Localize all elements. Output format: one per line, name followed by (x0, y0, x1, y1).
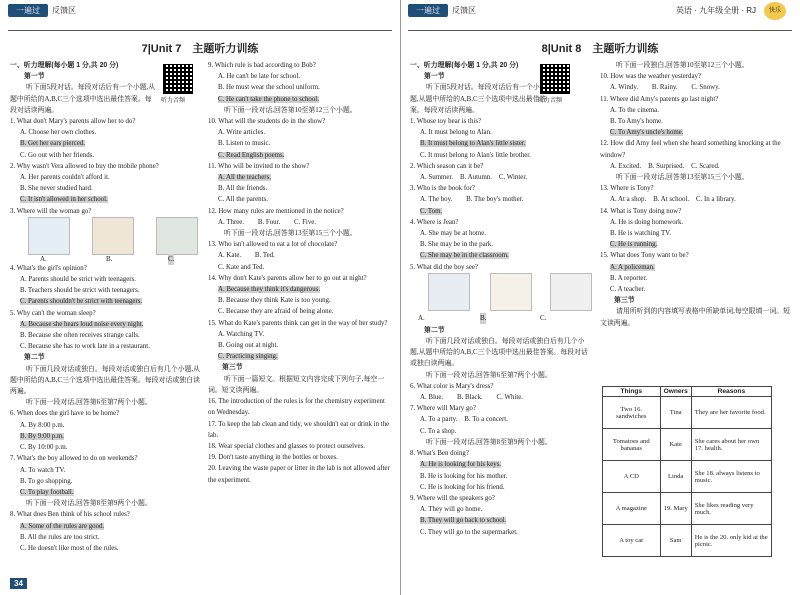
part-heading: 一、听力理解(每小题 1 分,共 20 分) (10, 62, 119, 69)
option: B. He must wear the school uniform. (218, 84, 320, 92)
instruction: 听下面一篇短文。根据短文内容完成下列句子,每空一词。短文读两遍。 (208, 375, 385, 394)
option: B. He is looking for his mother. (420, 472, 508, 480)
section-heading: 第二节 (424, 326, 445, 334)
question: 7. Where will Mary go? (410, 405, 476, 413)
question: 12. How did Amy feel when she heard something knocking at the window? (600, 140, 781, 159)
option: B. All the rules are too strict. (20, 533, 100, 541)
right-column-1 (410, 60, 592, 538)
section-heading: 第一节 (424, 73, 445, 81)
divider (408, 30, 792, 31)
instruction: 听下面几段对话或独白。每段对话或独白后有几个小题,从题中所给的A,B,C三个选项中选出最佳答案。每段对话或独白读两遍。 (410, 338, 588, 368)
answer-option: C. Read English poems. (218, 151, 285, 159)
option: C. He is looking for his friend. (420, 483, 505, 491)
answer-option: C. He can't take the phone to school. (218, 95, 319, 103)
fill-question: 18. Wear special clothes and glasses to protect ourselves. (208, 442, 365, 450)
instruction: 听下面几段对话或独白。每段对话或独白后有几个小题,从题中所给的A,B,C三个选项中选出最佳答案。每段对话或独白读两遍。 (10, 365, 200, 396)
question: 5. What did the boy see? (410, 263, 478, 271)
question: 5. Why can't the woman sleep? (10, 309, 96, 317)
answer-option: B. By 9:00 p.m. (20, 432, 65, 440)
option: B. All the friends. (218, 185, 268, 193)
section-heading: 第一节 (24, 73, 45, 81)
question: 12. How many rules are mentioned in the notice? (208, 207, 344, 215)
question: 6. When does the girl have to be home? (10, 410, 120, 418)
option: C. They will go to the supermarket. (420, 528, 518, 536)
question: 3. Who is the book for? (410, 185, 475, 193)
option: A. Watching TV. (218, 330, 265, 338)
option: A. They will go home. (420, 506, 483, 514)
option: C. Because they are afraid of being alone. (218, 308, 334, 316)
question: 14. What is Tony doing now? (600, 207, 682, 215)
question: 15. What does Tony want to be? (600, 252, 689, 260)
option: A. At a shop. B. At school. C. In a library. (610, 196, 736, 204)
option: A. He can't be late for school. (218, 73, 300, 81)
option: B. Listen to music. (218, 140, 271, 148)
option: A. Parents should be strict with teenagers. (20, 276, 136, 284)
brand-logo: 一遍过 (408, 4, 448, 17)
option: A. Blue. B. Black. C. White. (420, 394, 524, 402)
option: B. He is watching TV. (610, 230, 671, 238)
qr-label: 听力音频 (538, 98, 563, 104)
option: C. By 10:00 p.m. (20, 444, 68, 452)
image-options: A. B. C. (10, 217, 202, 263)
panda-image (550, 273, 592, 311)
option: A. He is doing homework. (610, 218, 684, 226)
answer-option: A. All the teachers. (218, 174, 272, 182)
answer-option: C. She may be in the classroom. (420, 252, 509, 260)
instruction: 听下面一段对话,回答第6至第7两个小题。 (426, 371, 552, 379)
option: A. To the cinema. (610, 106, 659, 114)
option: C. To a shop. (420, 427, 457, 435)
option: A. She may be at home. (420, 230, 487, 238)
instruction: 听下面一段对话,回答第8至第9两个小题。 (426, 438, 552, 446)
option: A. Summer. B. Autumn. C. Winter. (420, 174, 527, 182)
answer-option: A. Some of the rules are good. (20, 522, 105, 530)
hospital-image (156, 217, 198, 255)
section-heading: 第三节 (222, 364, 243, 372)
question: 1. What don't Mary's parents allow her to do? (10, 118, 136, 126)
table-row: Two 16. sandwiches Tina They are her favorite food. (603, 397, 772, 429)
divider (8, 30, 392, 31)
option: A. Kate. B. Ted. (218, 252, 275, 260)
right-page (400, 0, 800, 595)
option: A. It must belong to Alan. (420, 129, 492, 137)
book-title: 英语 · 九年级全册 · RJ (676, 6, 756, 15)
answer-option: C. Parents shouldn't be strict with teenagers. (20, 298, 143, 306)
qr-code[interactable] (163, 64, 193, 94)
page-header (8, 4, 392, 18)
section-heading: 第三节 (614, 297, 635, 305)
section-tag: 反馈区 (452, 6, 476, 15)
instruction: 听下面5段对话。每段对话后有一个小题,从题中所给的A,B,C三个选项中选出最佳答案。每段对话读两遍。 (410, 84, 547, 114)
answer-option: C. To Amy's uncle's home. (610, 129, 684, 137)
right-column-2 (600, 60, 790, 329)
fill-question: 19. Don't taste anything in the bottles or boxes. (208, 454, 338, 462)
option: A. Windy. B. Rainy. C. Snowy. (610, 84, 720, 92)
option: B. She may be in the park. (420, 241, 494, 249)
section-heading: 第二节 (24, 354, 45, 362)
instruction: 听下面一段对话,回答第10至第12三个小题。 (224, 106, 357, 114)
option: A. Excited. B. Surprised. C. Scared. (610, 162, 720, 170)
option: B. Because she often receives strange calls. (20, 332, 140, 340)
option: B. Because they think Kate is too young. (218, 297, 331, 305)
option: C. All the parents. (218, 196, 268, 204)
question: 13. Where is Tony? (600, 185, 654, 193)
wolf-image (428, 273, 470, 311)
restaurant-image (92, 217, 134, 255)
question: 7. What's the boy allowed to do on weekends? (10, 455, 138, 463)
page-title: 8|Unit 8 主题听力训练 (541, 43, 659, 55)
option: A. Three. B. Four. C. Five. (218, 218, 317, 226)
option: A. To a party. B. To a concert. (420, 416, 508, 424)
question: 13. Who isn't allowed to eat a lot of chocolate? (208, 241, 338, 249)
image-options: A. B. C. (410, 273, 592, 325)
option: A. Her parents couldn't afford it. (20, 174, 110, 182)
qr-label: 听力音频 (161, 98, 186, 104)
question: 8. What's Ben doing? (410, 450, 469, 458)
question: 15. What do Kate's parents think can get in the way of her study? (208, 319, 388, 327)
answer-option: A. A policeman. (610, 263, 655, 271)
answer-option: C. He is running. (610, 241, 658, 249)
question: 2. Which season can it be? (410, 162, 484, 170)
fill-question: 20. Leaving the waste paper or litter in the lab is not allowed after the experiment. (208, 465, 390, 484)
instruction: 听下面一段对话,回答第8至第9两个小题。 (26, 500, 152, 508)
option: C. It must belong to Alan's little brother. (420, 151, 531, 159)
option: B. Teachers should be strict with teenagers. (20, 287, 140, 295)
option: C. A teacher. (610, 286, 646, 294)
left-column-2 (208, 60, 390, 486)
instruction: 请用所听到的内容填写表格中所缺单词,每空限填一词。短文读两遍。 (600, 308, 790, 327)
spine-divider (400, 0, 401, 595)
table-row: Tomatoes and bananas Kate She cares about her own 17. health. (603, 429, 772, 461)
answer-option: A. Because she hears loud noise every night. (20, 320, 144, 328)
question: 11. Who will be invited to the show? (208, 162, 310, 170)
table-header: Things (603, 387, 661, 397)
option: C. Go out with her friends. (20, 151, 95, 159)
answer-option: B. They will go back to school. (420, 517, 507, 525)
question: 4. What's the girl's opinion? (10, 264, 87, 272)
option: A. To watch TV. (20, 466, 66, 474)
question: 9. Where will the speakers go? (410, 494, 495, 502)
question: 14. Why don't Kate's parents allow her to go out at night? (208, 274, 367, 282)
answer-option: C. Practicing singing. (218, 353, 278, 361)
answer-option: C. Tom. (420, 207, 443, 215)
question: 8. What does Ben think of his school rules? (10, 511, 130, 519)
option: C. He doesn't like most of the rules. (20, 544, 119, 552)
answer-option: C. It isn't allowed in her school. (20, 196, 108, 204)
page-number: 34 (10, 578, 27, 589)
option: A. Write articles. (218, 129, 266, 137)
mascot-icon: 快乐 (764, 2, 786, 20)
answer-option: A. Because they think it's dangerous. (218, 286, 321, 294)
page-title: 7|Unit 7 主题听力训练 (141, 43, 259, 55)
option: B. To Amy's home. (610, 118, 663, 126)
question: 6. What color is Mary's dress? (410, 382, 494, 390)
option: A. The boy. B. The boy's mother. (420, 196, 524, 204)
instruction: 听下面5段对话。每段对话后有一个小题,从题中所给的A,B,C三个选项中选出最佳答案。每段对话读两遍。 (10, 84, 156, 114)
question: 3. Where will the woman go? (10, 207, 92, 215)
option: B. A reporter. (610, 274, 648, 282)
option: C. Because she has to work late in a restaurant. (20, 343, 150, 351)
question: 2. Why wasn't Vera allowed to buy the mobile phone? (10, 162, 159, 170)
instruction: 听下面一段对话,回答第6至第7两个小题。 (26, 399, 152, 407)
option: A. By 8:00 p.m. (20, 421, 65, 429)
part-heading: 一、听力理解(每小题 1 分,共 20 分) (410, 62, 519, 69)
answer-option: B. Get her ears pierced. (20, 140, 86, 148)
fill-question: 16. The introduction of the rules is for the chemistry experiment on Wednesday. (208, 398, 385, 417)
question: 9. Which rule is bad according to Bob? (208, 62, 316, 69)
instruction: 听下面一段对话,回答第13至第15三个小题。 (224, 230, 357, 238)
answer-option: C. To play football. (20, 488, 74, 496)
instruction: 听下面一段对话,回答第13至第15三个小题。 (616, 174, 749, 182)
table-row: A magazine 19. Mary She likes reading very much. (603, 493, 772, 525)
table-row: A CD Linda She 18. always listens to music. (603, 461, 772, 493)
page-header (408, 4, 792, 18)
question: 10. How was the weather yesterday? (600, 73, 702, 81)
answer-table (602, 386, 772, 557)
answer-option: B. It must belong to Alan's little sister. (420, 140, 526, 148)
table-header: Owners (660, 387, 691, 397)
question: 11. Where did Amy's parents go last night? (600, 95, 719, 103)
question: 10. What will the students do in the show? (208, 118, 326, 126)
option: B. She never studied hard. (20, 185, 93, 193)
instruction: 听下面一段独白,回答第10至第12三个小题。 (616, 62, 749, 69)
question: 1. Whose toy bear is this? (410, 118, 482, 126)
table-header: Reasons (691, 387, 771, 397)
rabbit-image (490, 273, 532, 311)
question: 4. Where is Jean? (410, 218, 459, 226)
option: B. Going out at night. (218, 342, 279, 350)
table-row: A toy car Sam He is the 20. only kid at the picnic. (603, 525, 772, 557)
qr-code[interactable] (540, 64, 570, 94)
answer-option: A. He is looking for his keys. (420, 461, 502, 469)
left-column-1 (10, 60, 202, 554)
fill-question: 17. To keep the lab clean and tidy, we shouldn't eat or drink in the lab. (208, 420, 390, 439)
section-tag: 反馈区 (52, 6, 76, 15)
brand-logo: 一遍过 (8, 4, 48, 17)
option: A. Choose her own clothes. (20, 129, 97, 137)
museum-image (28, 217, 70, 255)
option: B. To go shopping. (20, 477, 73, 485)
option: C. Kate and Ted. (218, 263, 265, 271)
